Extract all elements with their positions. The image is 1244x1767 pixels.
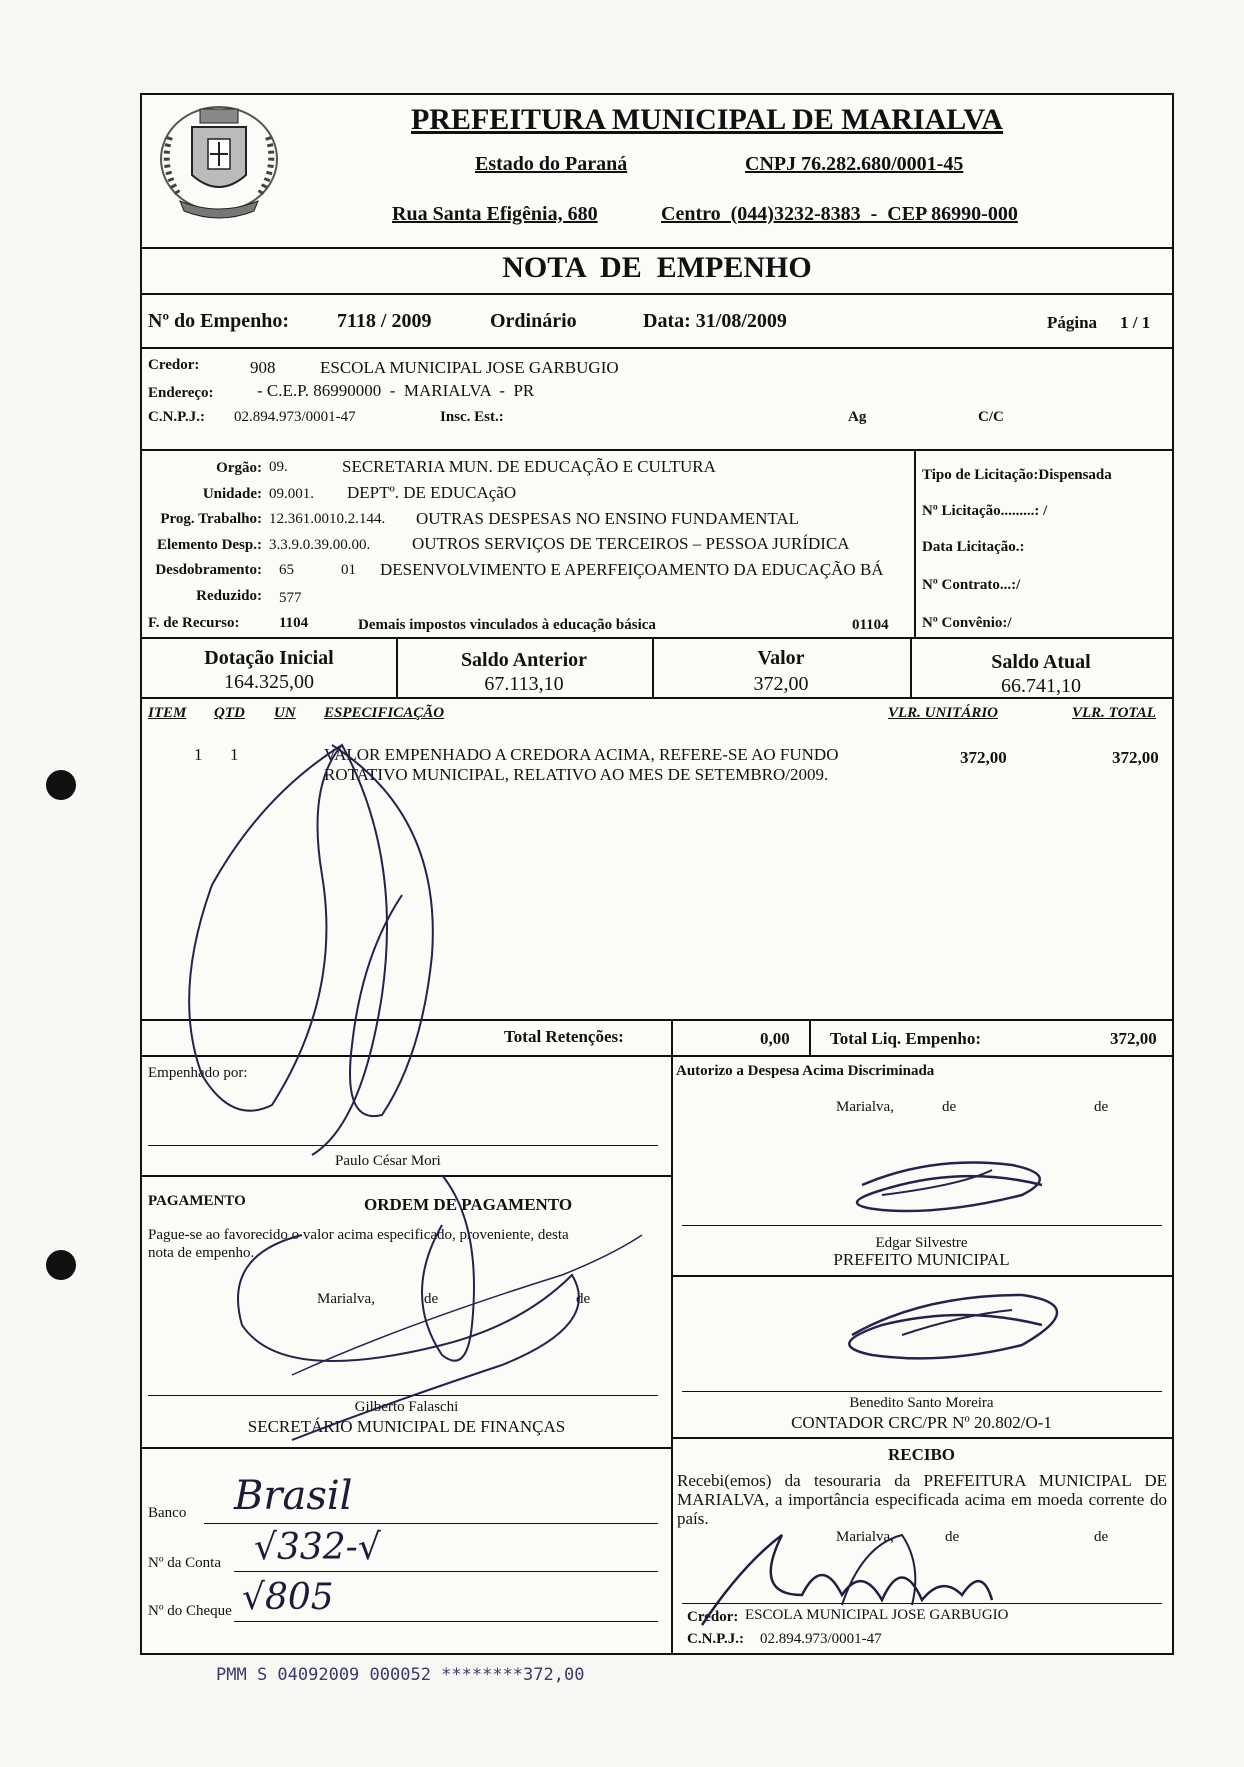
dotacao-inicial-value: 164.325,00 xyxy=(224,671,314,693)
credor-name: ESCOLA MUNICIPAL JOSE GARBUGIO xyxy=(320,358,619,377)
state-name: Estado do Paraná xyxy=(475,153,628,175)
cheque-label: Nº do Cheque xyxy=(148,1603,232,1619)
total-retencoes-value: 0,00 xyxy=(760,1029,790,1048)
recibo-text: Recebi(emos) da tesouraria da PREFEITURA MUNICIPAL DE MARIALVA, a importância especificada acima em moeda corrente do país. xyxy=(677,1471,1167,1528)
row-item: 1 xyxy=(194,745,203,764)
document-title: NOTA DE EMPENHO xyxy=(502,251,812,284)
empenho-number-label: Nº do Empenho: xyxy=(148,310,290,332)
endereco-value: - C.E.P. 86990000 - MARIALVA - PR xyxy=(257,381,535,400)
recurso-number: 01104 xyxy=(852,617,889,633)
autorizo-label: Autorizo a Despesa Acima Discriminada xyxy=(676,1063,935,1079)
right-de2: de xyxy=(1094,1099,1109,1115)
saldo-anterior-value: 67.113,10 xyxy=(484,673,564,695)
recibo-cnpj-label: C.N.P.J.: xyxy=(687,1631,744,1647)
pague-line1: Pague-se ao favorecido o valor acima especificado, proveniente, desta xyxy=(148,1227,569,1243)
banco-label: Banco xyxy=(148,1505,187,1521)
district-phone-cep: Centro (044)3232-8383 - CEP 86990-000 xyxy=(661,203,1018,225)
page-number: 1 / 1 xyxy=(1120,313,1151,332)
unidade-code: 09.001. xyxy=(269,486,314,502)
page-label: Página xyxy=(1047,313,1098,332)
insc-est-label: Insc. Est.: xyxy=(440,409,504,425)
elemento-code: 3.3.9.0.39.00.00. xyxy=(269,537,371,553)
valor-value: 372,00 xyxy=(753,673,809,695)
credor-cnpj: 02.894.973/0001-47 xyxy=(234,409,356,425)
street-address: Rua Santa Efigênia, 680 xyxy=(392,203,598,225)
signer2-name: Gilberto Falaschi xyxy=(354,1399,459,1415)
dotacao-inicial-label: Dotação Inicial xyxy=(204,647,334,669)
elemento-desc: OUTROS SERVIÇOS DE TERCEIROS – PESSOA JURÍDICA xyxy=(412,534,850,553)
pague-line2: nota de empenho. xyxy=(148,1245,255,1261)
valor-label: Valor xyxy=(757,647,805,669)
total-retencoes-label: Total Retenções: xyxy=(504,1027,624,1046)
municipality-cnpj: CNPJ 76.282.680/0001-45 xyxy=(745,153,964,175)
right-marialva: Marialva, xyxy=(836,1099,894,1115)
prog-trabalho-desc: OUTRAS DESPESAS NO ENSINO FUNDAMENTAL xyxy=(416,509,800,528)
conta-handwritten: √332-√ xyxy=(254,1527,381,1568)
licitacao-number: Nº Licitação.........: / xyxy=(922,503,1048,519)
total-liquido-label: Total Liq. Empenho: xyxy=(830,1029,981,1048)
signer4-role: CONTADOR CRC/PR Nº 20.802/O-1 xyxy=(791,1413,1052,1432)
desdobramento-a: 65 xyxy=(279,562,294,578)
right-de1: de xyxy=(942,1099,957,1115)
empenhado-por-label: Empenhado por: xyxy=(148,1065,248,1081)
prog-trabalho-code: 12.361.0010.2.144. xyxy=(269,511,386,527)
signer1-name: Paulo César Mori xyxy=(335,1153,441,1169)
punch-hole-bottom xyxy=(46,1250,76,1280)
col-especificacao: ESPECIFICAÇÃO xyxy=(324,705,445,721)
row-qtd: 1 xyxy=(230,745,239,764)
recibo-de2: de xyxy=(1094,1529,1109,1545)
recibo-de1: de xyxy=(945,1529,960,1545)
recurso-label: F. de Recurso: xyxy=(148,615,240,631)
saldo-anterior-label: Saldo Anterior xyxy=(460,649,588,671)
convenio-number: Nº Convênio:/ xyxy=(922,615,1012,631)
ordem-pagamento-label: ORDEM DE PAGAMENTO xyxy=(364,1195,573,1214)
pagamento-label: PAGAMENTO xyxy=(148,1193,246,1209)
desdobramento-b: 01 xyxy=(341,562,356,578)
account-label: C/C xyxy=(978,409,1004,425)
contrato-number: Nº Contrato...:/ xyxy=(922,577,1021,593)
licitacao-type: Tipo de Licitação:Dispensada xyxy=(922,467,1112,483)
recurso-desc: Demais impostos vinculados à educação básica xyxy=(358,617,656,633)
unidade-label: Unidade: xyxy=(202,486,262,502)
signer3-name: Edgar Silvestre xyxy=(875,1235,968,1251)
cheque-handwritten: √805 xyxy=(242,1577,334,1618)
prog-trabalho-label: Prog. Trabalho: xyxy=(160,511,262,527)
credor-label: Credor: xyxy=(148,357,200,373)
orgao-desc: SECRETARIA MUN. DE EDUCAÇÃO E CULTURA xyxy=(342,457,716,476)
desdobramento-desc: DESENVOLVIMENTO E APERFEIÇOAMENTO DA EDUCAÇÃO BÁ xyxy=(380,560,884,579)
total-liquido-value: 372,00 xyxy=(1110,1029,1157,1048)
licitacao-date: Data Licitação.: xyxy=(922,539,1025,555)
elemento-label: Elemento Desp.: xyxy=(157,537,262,553)
punch-hole-top xyxy=(46,770,76,800)
saldo-atual-value: 66.741,10 xyxy=(1001,675,1081,697)
row-desc-line2: ROTATIVO MUNICIPAL, RELATIVO AO MES DE SETEMBRO/2009. xyxy=(324,765,829,784)
col-vlr-unitario: VLR. UNITÁRIO xyxy=(888,705,999,721)
left-de1: de xyxy=(424,1291,439,1307)
col-item: ITEM xyxy=(148,705,187,721)
reduzido-value: 577 xyxy=(279,590,302,606)
recurso-code: 1104 xyxy=(279,615,309,631)
empenho-type: Ordinário xyxy=(490,310,577,332)
orgao-code: 09. xyxy=(269,459,288,475)
empenho-date: Data: 31/08/2009 xyxy=(643,310,787,332)
endereco-label: Endereço: xyxy=(148,385,214,401)
row-vlr-total: 372,00 xyxy=(1112,748,1159,767)
agency-label: Ag xyxy=(848,409,867,425)
left-de2: de xyxy=(576,1291,591,1307)
signature-credor xyxy=(142,95,1172,1655)
credor-code: 908 xyxy=(250,358,276,377)
recibo-title: RECIBO xyxy=(887,1445,956,1464)
reduzido-label: Reduzido: xyxy=(196,588,262,604)
recibo-credor-label: Credor: xyxy=(687,1609,739,1625)
empenho-number: 7118 / 2009 xyxy=(337,310,432,332)
signer2-role: SECRETÁRIO MUNICIPAL DE FINANÇAS xyxy=(247,1417,566,1436)
left-marialva: Marialva, xyxy=(317,1291,375,1307)
signer3-role: PREFEITO MUNICIPAL xyxy=(833,1250,1010,1269)
row-vlr-unitario: 372,00 xyxy=(960,748,1007,767)
signer4-name: Benedito Santo Moreira xyxy=(849,1395,994,1411)
orgao-label: Orgão: xyxy=(216,460,262,476)
saldo-atual-label: Saldo Atual xyxy=(991,651,1091,673)
empenho-form xyxy=(140,93,1174,1655)
col-vlr-total: VLR. TOTAL xyxy=(1072,705,1156,721)
recibo-marialva: Marialva, xyxy=(836,1529,894,1545)
desdobramento-label: Desdobramento: xyxy=(155,562,262,578)
conta-label: Nº da Conta xyxy=(148,1555,221,1571)
banco-handwritten: Brasil xyxy=(234,1473,353,1519)
row-desc-line1: VALOR EMPENHADO A CREDORA ACIMA, REFERE-SE AO FUNDO xyxy=(324,745,839,764)
recibo-cnpj-value: 02.894.973/0001-47 xyxy=(760,1631,882,1647)
municipality-title: PREFEITURA MUNICIPAL DE MARIALVA xyxy=(410,103,1004,136)
col-un: UN xyxy=(274,705,296,721)
recibo-credor-name: ESCOLA MUNICIPAL JOSE GARBUGIO xyxy=(745,1607,1009,1623)
unidade-desc: DEPTº. DE EDUCAçãO xyxy=(347,483,517,502)
payment-stamp: PMM S 04092009 000052 ********372,00 xyxy=(216,1665,585,1685)
col-qtd: QTD xyxy=(214,705,245,721)
cnpj-label: C.N.P.J.: xyxy=(148,409,205,425)
